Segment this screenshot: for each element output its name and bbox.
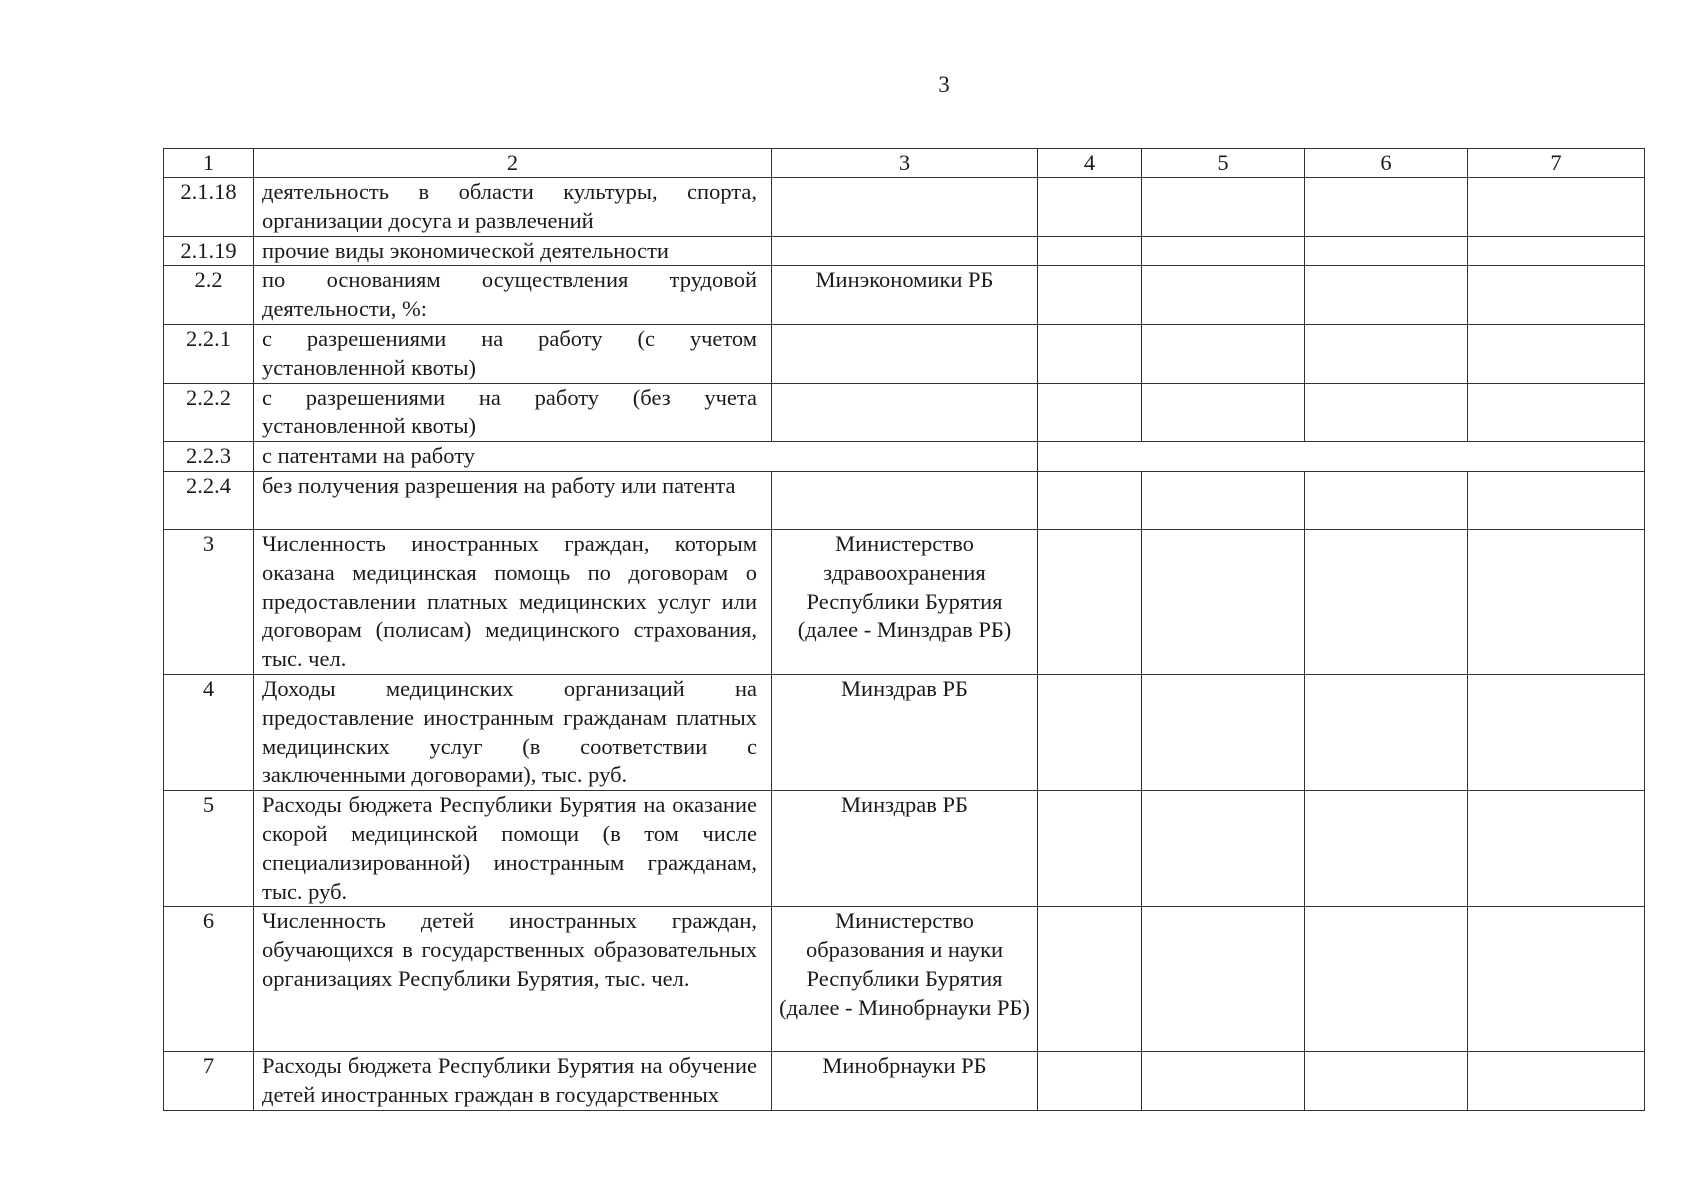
row-number: 6 [164, 907, 254, 1052]
row-description: с разрешениями на работу (с учетом установленной квоты) [254, 324, 772, 383]
row-responsible: Минздрав РБ [772, 674, 1038, 790]
row-description: без получения разрешения на работу или патента [254, 471, 772, 529]
empty-cell [1142, 266, 1305, 325]
table-row [164, 178, 1645, 237]
row-number: 3 [164, 529, 254, 674]
row-description: с разрешениями на работу (без учета установленной квоты) [254, 383, 772, 442]
empty-cell [1468, 266, 1645, 325]
empty-cell [1142, 383, 1305, 442]
row-number: 2.2.4 [164, 471, 254, 529]
empty-cell [1038, 791, 1142, 907]
empty-cell [1142, 324, 1305, 383]
row-number: 7 [164, 1052, 254, 1111]
column-header: 4 [1038, 149, 1142, 178]
data-table [163, 148, 1645, 1111]
empty-cell [1038, 383, 1142, 442]
page-number: 3 [938, 72, 950, 97]
empty-cell [1468, 529, 1645, 674]
empty-cell [1038, 324, 1142, 383]
table-row [164, 791, 1645, 907]
row-description: по основаниям осуществления трудовой деятельности, %: [254, 266, 772, 325]
row-number: 2.2.2 [164, 383, 254, 442]
column-header: 1 [164, 149, 254, 178]
empty-cell [1305, 236, 1468, 266]
empty-cell [1305, 383, 1468, 442]
empty-cell [1305, 324, 1468, 383]
row-number: 2.2.3 [164, 442, 254, 472]
empty-cell [1468, 471, 1645, 529]
table-row [164, 266, 1645, 325]
empty-cell [1468, 674, 1645, 790]
row-responsible [772, 178, 1038, 237]
row-description: с патентами на работу [254, 442, 1038, 472]
row-description: Численность иностранных граждан, которым оказана медицинская помощь по договорам о предоставлении платных медицинских услуг или договорам (полисам) медицинского страхования, тыс. чел. [254, 529, 772, 674]
empty-cell [1468, 324, 1645, 383]
empty-cell [1305, 674, 1468, 790]
empty-cell [1142, 674, 1305, 790]
empty-cell [1038, 266, 1142, 325]
empty-cell [1142, 236, 1305, 266]
empty-cell [1038, 529, 1142, 674]
table-row [164, 236, 1645, 266]
row-responsible: Министерство образования и науки Республики Бурятия (далее - Минобрнауки РБ) [772, 907, 1038, 1052]
row-description: деятельность в области культуры, спорта, организации досуга и развлечений [254, 178, 772, 237]
empty-cell [1142, 471, 1305, 529]
table-row [164, 674, 1645, 790]
empty-cell [1468, 178, 1645, 237]
empty-cell [1305, 266, 1468, 325]
empty-cell [1468, 907, 1645, 1052]
empty-cell [1038, 236, 1142, 266]
row-responsible [772, 236, 1038, 266]
row-number: 2.1.18 [164, 178, 254, 237]
row-responsible: Минэкономики РБ [772, 266, 1038, 325]
row-responsible [772, 383, 1038, 442]
empty-cell [1038, 907, 1142, 1052]
empty-cell [1038, 178, 1142, 237]
column-header: 5 [1142, 149, 1305, 178]
column-header: 2 [254, 149, 772, 178]
row-description: Расходы бюджета Республики Бурятия на обучение детей иностранных граждан в государственных [254, 1052, 772, 1111]
empty-cell [1038, 674, 1142, 790]
table-row [164, 442, 1645, 472]
empty-cell [1468, 383, 1645, 442]
table-row [164, 529, 1645, 674]
row-number: 2.1.19 [164, 236, 254, 266]
empty-cell [1305, 529, 1468, 674]
empty-cell [1305, 1052, 1468, 1111]
empty-cell [1305, 791, 1468, 907]
empty-cell [1142, 907, 1305, 1052]
empty-cell [1142, 1052, 1305, 1111]
row-responsible [772, 471, 1038, 529]
row-responsible [772, 324, 1038, 383]
column-header: 6 [1305, 149, 1468, 178]
row-responsible: Минздрав РБ [772, 791, 1038, 907]
row-responsible: Минобрнауки РБ [772, 1052, 1038, 1111]
table-header-row [164, 149, 1645, 178]
row-number: 5 [164, 791, 254, 907]
empty-cell [1468, 791, 1645, 907]
row-responsible: Министерство здравоохранения Республики Бурятия (далее - Минздрав РБ) [772, 529, 1038, 674]
row-number: 2.2.1 [164, 324, 254, 383]
empty-cell [1468, 1052, 1645, 1111]
row-description: Доходы медицинских организаций на предоставление иностранным гражданам платных медицинских услуг (в соответствии с заключенными договорами), тыс. руб. [254, 674, 772, 790]
column-header: 7 [1468, 149, 1645, 178]
empty-cell [1038, 1052, 1142, 1111]
table-row [164, 471, 1645, 529]
empty-cell [1305, 178, 1468, 237]
empty-cell [1142, 178, 1305, 237]
row-number: 2.2 [164, 266, 254, 325]
empty-cell [1038, 442, 1645, 472]
row-description: прочие виды экономической деятельности [254, 236, 772, 266]
table-row [164, 1052, 1645, 1111]
empty-cell [1038, 471, 1142, 529]
table-row [164, 383, 1645, 442]
row-description: Численность детей иностранных граждан, обучающихся в государственных образовательных организациях Республики Бурятия, тыс. чел. [254, 907, 772, 1052]
empty-cell [1142, 791, 1305, 907]
empty-cell [1305, 907, 1468, 1052]
empty-cell [1468, 236, 1645, 266]
empty-cell [1142, 529, 1305, 674]
row-number: 4 [164, 674, 254, 790]
empty-cell [1305, 471, 1468, 529]
row-description: Расходы бюджета Республики Бурятия на оказание скорой медицинской помощи (в том числе специализированной) иностранным гражданам, тыс. руб. [254, 791, 772, 907]
table-row [164, 324, 1645, 383]
table-row [164, 907, 1645, 1052]
column-header: 3 [772, 149, 1038, 178]
